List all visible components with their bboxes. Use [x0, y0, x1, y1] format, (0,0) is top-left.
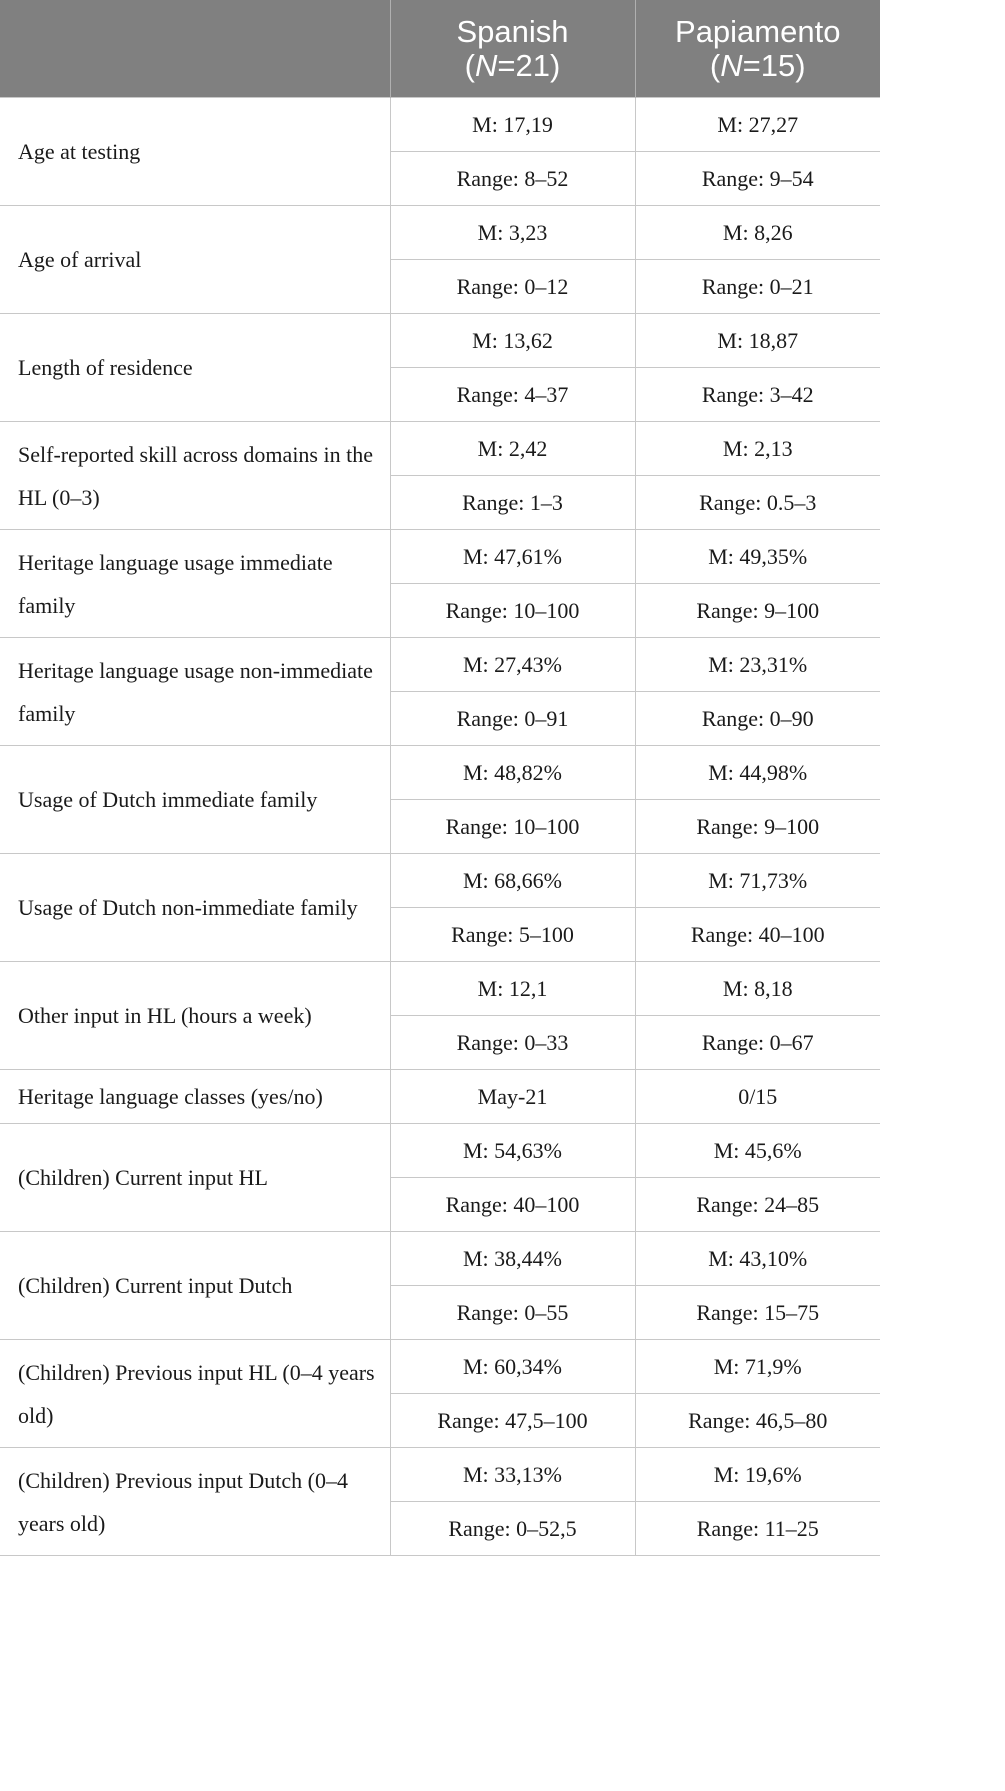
spanish-mean: M: 17,19 — [390, 98, 635, 152]
spanish-range: Range: 1–3 — [390, 476, 635, 530]
table-row-mean — [0, 530, 880, 584]
spanish-mean: M: 48,82% — [390, 746, 635, 800]
spanish-mean: M: 2,42 — [390, 422, 635, 476]
spanish-range: Range: 47,5–100 — [390, 1394, 635, 1448]
header-spanish-n: (N=21) — [464, 47, 561, 83]
papiamento-range: Range: 9–100 — [635, 800, 880, 854]
papiamento-range: Range: 3–42 — [635, 368, 880, 422]
header-spanish-label: Spanish — [456, 13, 569, 49]
spanish-mean: M: 33,13% — [390, 1448, 635, 1502]
spanish-range: Range: 0–91 — [390, 692, 635, 746]
papiamento-range: Range: 11–25 — [635, 1502, 880, 1556]
row-label: Usage of Dutch immediate family — [0, 746, 390, 854]
header-row — [0, 0, 880, 98]
row-label: (Children) Current input Dutch — [0, 1232, 390, 1340]
papiamento-mean: M: 19,6% — [635, 1448, 880, 1502]
papiamento-mean: M: 45,6% — [635, 1124, 880, 1178]
papiamento-range: Range: 0–90 — [635, 692, 880, 746]
spanish-mean: M: 12,1 — [390, 962, 635, 1016]
table-row — [0, 1070, 880, 1124]
header-spanish — [390, 0, 635, 98]
papiamento-range: Range: 46,5–80 — [635, 1394, 880, 1448]
table-row-mean — [0, 962, 880, 1016]
table-row-mean — [0, 1124, 880, 1178]
row-label: (Children) Previous input HL (0–4 years old) — [0, 1340, 390, 1448]
papiamento-range: Range: 9–100 — [635, 584, 880, 638]
papiamento-range: Range: 0–21 — [635, 260, 880, 314]
table-row-mean — [0, 638, 880, 692]
spanish-range: Range: 4–37 — [390, 368, 635, 422]
spanish-range: Range: 8–52 — [390, 152, 635, 206]
papiamento-mean: M: 49,35% — [635, 530, 880, 584]
papiamento-mean: M: 44,98% — [635, 746, 880, 800]
row-label: Heritage language usage immediate family — [0, 530, 390, 638]
papiamento-range: Range: 15–75 — [635, 1286, 880, 1340]
row-label: Length of residence — [0, 314, 390, 422]
papiamento-mean: M: 27,27 — [635, 98, 880, 152]
spanish-mean: M: 60,34% — [390, 1340, 635, 1394]
spanish-mean: M: 27,43% — [390, 638, 635, 692]
table-row-mean — [0, 1232, 880, 1286]
spanish-range: Range: 40–100 — [390, 1178, 635, 1232]
row-label: (Children) Previous input Dutch (0–4 years old) — [0, 1448, 390, 1556]
papiamento-mean: M: 71,73% — [635, 854, 880, 908]
spanish-range: Range: 0–52,5 — [390, 1502, 635, 1556]
row-label: Heritage language usage non-immediate family — [0, 638, 390, 746]
papiamento-mean: M: 43,10% — [635, 1232, 880, 1286]
table-row-mean — [0, 1340, 880, 1394]
table-row-mean — [0, 422, 880, 476]
papiamento-mean: M: 8,26 — [635, 206, 880, 260]
papiamento-range: Range: 24–85 — [635, 1178, 880, 1232]
table-row-mean — [0, 206, 880, 260]
papiamento-range: Range: 40–100 — [635, 908, 880, 962]
row-label: Self-reported skill across domains in the HL (0–3) — [0, 422, 390, 530]
row-label: (Children) Current input HL — [0, 1124, 390, 1232]
papiamento-value: 0/15 — [635, 1070, 880, 1124]
papiamento-mean: M: 71,9% — [635, 1340, 880, 1394]
row-label: Other input in HL (hours a week) — [0, 962, 390, 1070]
spanish-mean: M: 3,23 — [390, 206, 635, 260]
row-label: Usage of Dutch non-immediate family — [0, 854, 390, 962]
row-label: Age of arrival — [0, 206, 390, 314]
table-header — [0, 0, 880, 98]
spanish-range: Range: 0–12 — [390, 260, 635, 314]
papiamento-range: Range: 0.5–3 — [635, 476, 880, 530]
row-label: Age at testing — [0, 98, 390, 206]
header-papiamento-label: Papiamento — [675, 13, 841, 49]
header-papiamento-n: (N=15) — [709, 47, 806, 83]
table-row-mean — [0, 746, 880, 800]
papiamento-mean: M: 18,87 — [635, 314, 880, 368]
spanish-mean: M: 54,63% — [390, 1124, 635, 1178]
papiamento-mean: M: 8,18 — [635, 962, 880, 1016]
spanish-mean: M: 47,61% — [390, 530, 635, 584]
table-body — [0, 98, 880, 1556]
spanish-range: Range: 10–100 — [390, 584, 635, 638]
papiamento-range: Range: 0–67 — [635, 1016, 880, 1070]
papiamento-mean: M: 23,31% — [635, 638, 880, 692]
spanish-mean: M: 68,66% — [390, 854, 635, 908]
papiamento-mean: M: 2,13 — [635, 422, 880, 476]
spanish-range: Range: 0–55 — [390, 1286, 635, 1340]
header-empty-cell — [0, 0, 390, 98]
row-label: Heritage language classes (yes/no) — [0, 1070, 390, 1124]
table-row-mean — [0, 98, 880, 152]
spanish-value: May-21 — [390, 1070, 635, 1124]
header-papiamento — [635, 0, 880, 98]
table-row-mean — [0, 314, 880, 368]
spanish-range: Range: 0–33 — [390, 1016, 635, 1070]
table-row-mean — [0, 854, 880, 908]
spanish-mean: M: 38,44% — [390, 1232, 635, 1286]
spanish-range: Range: 5–100 — [390, 908, 635, 962]
papiamento-range: Range: 9–54 — [635, 152, 880, 206]
table-row-mean — [0, 1448, 880, 1502]
spanish-range: Range: 10–100 — [390, 800, 635, 854]
spanish-mean: M: 13,62 — [390, 314, 635, 368]
